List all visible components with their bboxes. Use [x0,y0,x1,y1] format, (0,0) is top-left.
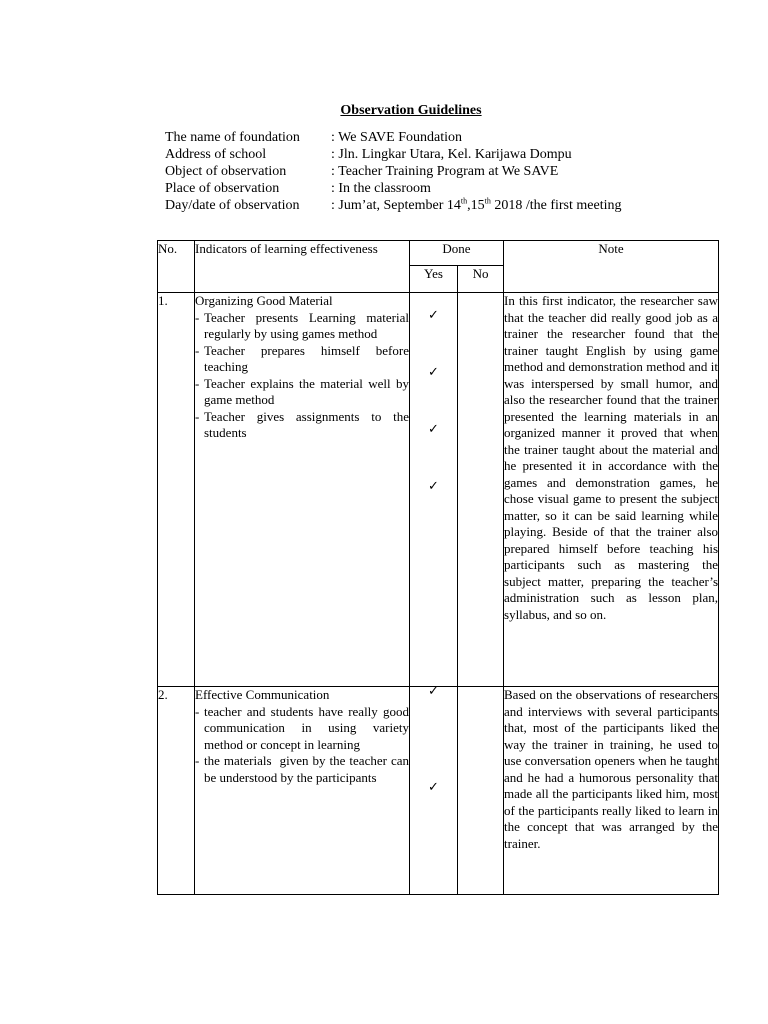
indicator-item: - Teacher explains the material well by game method [195,376,409,409]
check-icon: ✓ [428,479,439,494]
note-cell: Based on the observations of researchers and interviews with several participants that, most of the participants liked the way the trainer in training, he used to use conversation openers when he taught and he had a humorous personality that made all the participants liked him, most of the participants really liked to learn in the concept that was arranged by the trainer. [504,687,719,895]
date-suffix: 2018 /the first meeting [490,198,622,213]
header-note: Note [504,241,719,293]
observation-info [165,129,622,214]
header-indicators: Indicators of learning effectiveness [195,241,410,293]
info-label: Day/date of observation [165,198,300,213]
indicator-item: - Teacher gives assignments to the students [195,409,409,442]
info-label: Place of observation [165,181,280,196]
indicator-title: Organizing Good Material [195,293,333,308]
yes-cell [410,684,458,895]
indicator-item: - Teacher presents Learning material regularly by using games method [195,310,409,343]
date-mid: ,15 [467,198,485,213]
observation-table [157,240,719,895]
info-value-date [331,197,622,214]
info-row-object [165,163,622,180]
indicator-cell [195,293,410,687]
no-cell [458,293,504,687]
date-prefix: : Jum’at, September 14 [331,198,461,213]
date-sup-1: th [460,196,468,206]
indicator-list [195,310,409,442]
header-no-col: No [458,266,504,293]
row-number: 1. [158,293,195,687]
info-label: The name of foundation [165,130,300,145]
indicator-item: - the materials given by the teacher can be understood by the participants [195,753,409,786]
document-title: Observation Guidelines [340,103,482,118]
info-row-address [165,146,622,163]
row-number: 2. [158,687,195,895]
note-cell: In this first indicator, the researcher saw that the teacher did really good job as a trainer the researcher found that the trainer taught English by using game method and demonstration method and it was interspersed by small humor, and also the researcher found that the trainer presented the learning materials in an organized manner it proved that when the trainer taught about the material and he presented it in accordance with the games and demonstration games, he chose visual game to present the subject matter, so it can be said learning while playing. Beside of that the trainer also prepared himself before teaching his participants such as mastering the subject matter, preparing the teacher’s administration such as lesson plan, syllabus, and so on. [504,293,719,687]
info-label: Address of school [165,147,267,162]
info-label: Object of observation [165,164,287,179]
check-icon: ✓ [428,684,439,699]
info-value: : Teacher Training Program at We SAVE [331,164,559,179]
check-icon: ✓ [428,780,439,795]
indicator-title: Effective Communication [195,687,330,702]
header-no: No. [158,241,195,293]
indicator-item: - teacher and students have really good communication in using variety method or concept in learning [195,704,409,754]
info-row-date [165,197,622,214]
table-row [158,687,719,895]
info-row-place [165,180,622,197]
header-done: Done [410,241,504,266]
table-row [158,293,719,687]
check-icon: ✓ [428,308,439,323]
header-row [158,241,719,266]
header-yes: Yes [410,266,458,293]
info-value: : Jln. Lingkar Utara, Kel. Karijawa Dompu [331,147,572,162]
info-value: : We SAVE Foundation [331,130,462,145]
check-icon: ✓ [428,365,439,380]
info-row-foundation [165,129,622,146]
info-value: : In the classroom [331,181,431,196]
date-sup-2: th [484,196,491,206]
no-cell [458,687,504,895]
indicator-cell [195,687,413,895]
indicator-list [195,703,413,787]
check-icon: ✓ [428,422,439,437]
indicator-item: - Teacher prepares himself before teaching [195,343,409,376]
yes-cell [410,293,458,687]
